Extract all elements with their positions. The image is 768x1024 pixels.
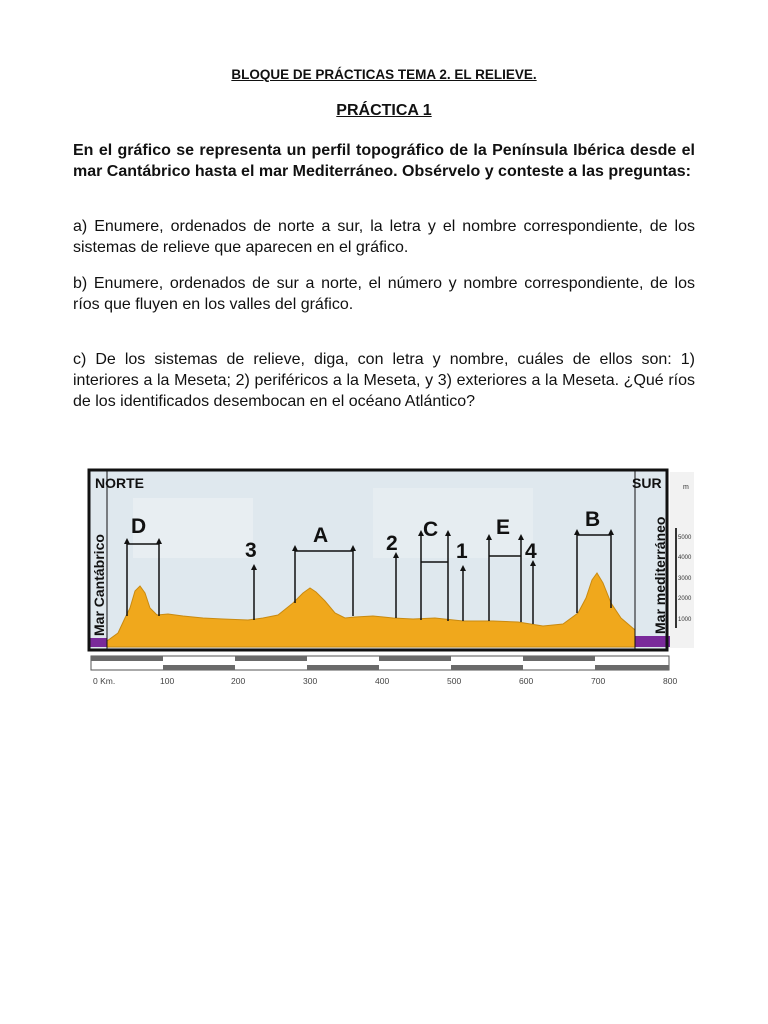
km-tick: 500 — [447, 676, 462, 686]
cantabrian-sea-label: Mar Cantábrico — [91, 534, 107, 636]
km-tick: 100 — [160, 676, 175, 686]
river-number-1: 1 — [456, 540, 468, 563]
river-number-3: 3 — [245, 539, 257, 562]
km-tick: 600 — [519, 676, 534, 686]
relief-letter-d: D — [131, 515, 147, 538]
sky-patch — [133, 498, 253, 558]
practice-title: PRÁCTICA 1 — [336, 102, 432, 119]
km-tick: 400 — [375, 676, 390, 686]
topographic-profile-svg — [73, 458, 696, 700]
altitude-tick: 3000 — [678, 576, 692, 582]
cantabrian-sea-band — [89, 638, 107, 647]
altitude-tick: 5000 — [678, 535, 692, 541]
scale-segment — [91, 656, 163, 661]
km-tick: 0 Km. — [93, 676, 116, 686]
relief-letter-e: E — [496, 516, 511, 539]
km-tick: 300 — [303, 676, 318, 686]
relief-letter-a: A — [313, 524, 329, 547]
km-tick: 800 — [663, 676, 678, 686]
river-number-2: 2 — [386, 532, 398, 555]
scale-segment — [307, 665, 379, 670]
km-tick: 700 — [591, 676, 606, 686]
river-number-4: 4 — [525, 540, 537, 563]
km-tick: 200 — [231, 676, 246, 686]
question-c: c) De los sistemas de relieve, diga, con letra y nombre, cuáles de ellos son: 1) interiores a la Meseta; 2) periféricos a la Meseta, y 3) exteriores a la Meseta. ¿Qué ríos de los identificados desembocan en el océano Atlántico? — [73, 351, 695, 410]
topographic-profile-figure — [73, 458, 696, 700]
relief-letter-b: B — [585, 508, 601, 531]
altitude-tick: 2000 — [678, 596, 692, 602]
question-b: b) Enumere, ordenados de sur a norte, el número y nombre correspondiente, de los ríos que fluyen en los valles del gráfico. — [73, 275, 695, 313]
scale-segment — [451, 665, 523, 670]
intro-paragraph: En el gráfico se representa un perfil topográfico de la Península Ibérica desde el mar Cantábrico hasta el mar Mediterráneo. Obsérvelo y conteste a las preguntas: — [73, 142, 695, 180]
scale-segment — [163, 665, 235, 670]
scale-segment — [379, 656, 451, 661]
document-title: BLOQUE DE PRÁCTICAS TEMA 2. EL RELIEVE. — [231, 67, 537, 82]
relief-letter-c: C — [423, 518, 439, 541]
north-label: NORTE — [95, 475, 144, 491]
altitude-tick: 4000 — [678, 555, 692, 561]
scale-segment — [523, 656, 595, 661]
scale-segment — [595, 665, 669, 670]
question-a: a) Enumere, ordenados de norte a sur, la letra y el nombre correspondiente, de los sistemas de relieve que aparecen en el gráfico. — [73, 218, 695, 256]
south-label: SUR — [632, 475, 662, 491]
scale-segment — [235, 656, 307, 661]
altitude-unit: m — [683, 484, 689, 491]
altitude-tick: 1000 — [678, 617, 692, 623]
mediterranean-sea-label: Mar mediterráneo — [652, 516, 668, 634]
